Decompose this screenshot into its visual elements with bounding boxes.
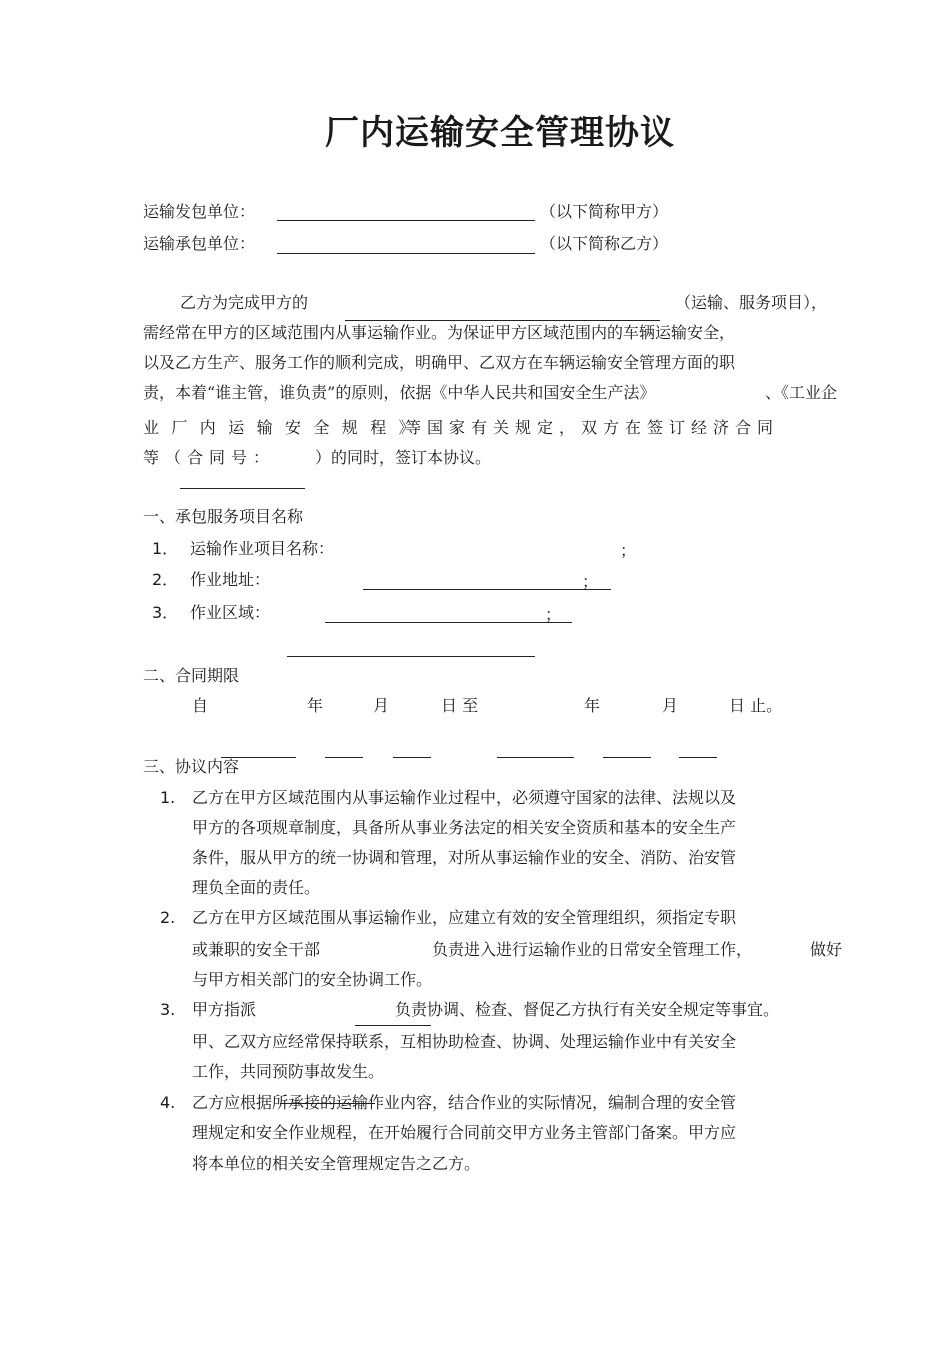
section3-item1-line3: 条件，服从甲方的统一协调和管理，对所从事运输作业的安全、消防、治安管 <box>192 848 737 867</box>
work-address-blank[interactable] <box>363 589 611 590</box>
end-month-blank[interactable] <box>603 757 651 758</box>
period-month2: 月 <box>662 696 679 715</box>
section3-item3-line3: 工作，共同预防事故发生。 <box>192 1062 385 1081</box>
period-day2: 日 止。 <box>729 696 783 715</box>
period-year1: 年 <box>307 696 324 715</box>
section1-item3-end: ； <box>545 605 562 624</box>
designated-person-blank[interactable] <box>355 1025 431 1026</box>
section3-item2-line1: 乙方在甲方区域范围从事运输作业，应建立有效的安全管理组织，须指定专职 <box>192 908 737 927</box>
subcontractor-label: 运输承包单位： <box>143 234 256 253</box>
intro-line1-end: （运输、服务项目）， <box>675 293 828 312</box>
contractor-blank[interactable] <box>277 220 535 221</box>
section1-item2-end: ； <box>582 572 599 591</box>
contractor-note: （以下简称甲方） <box>540 202 669 221</box>
section3-item1-line1: 乙方在甲方区域范围内从事运输作业过程中，必须遵守国家的法律、法规以及 <box>192 788 737 807</box>
intro-line4-end: 、《工业企 <box>765 383 838 402</box>
contract-number-blank[interactable] <box>180 488 305 489</box>
start-day-blank[interactable] <box>393 757 431 758</box>
end-year-blank[interactable] <box>497 757 574 758</box>
project-name-blank[interactable] <box>287 656 535 657</box>
section3-item4-line3: 将本单位的相关安全管理规定告之乙方。 <box>192 1154 481 1173</box>
intro-line3: 以及乙方生产、服务工作的顺利完成，明确甲、乙双方在车辆运输安全管理方面的职 <box>143 353 736 372</box>
section1-item3-num: 3． <box>152 603 179 622</box>
end-day-blank[interactable] <box>679 757 717 758</box>
intro-line4-start: 责，本着“谁主管，谁负责”的原则，依据《中华人民共和国安全生产法》 <box>143 383 656 402</box>
section1-item2-label: 作业地址： <box>190 570 271 589</box>
period-day1: 日 至 <box>441 696 479 715</box>
intro-line1-start: 乙方为完成甲方的 <box>180 293 309 312</box>
section3-item2-line2c: 做好 <box>810 940 843 959</box>
section3-item3-line2: 甲、乙双方应经常保持联系，互相协助检查、协调、处理运输作业中有关安全 <box>192 1032 737 1051</box>
section3-item1-line4: 理负全面的责任。 <box>192 878 321 897</box>
contractor-label: 运输发包单位： <box>143 202 256 221</box>
section3-item1-num: 1. <box>160 788 176 807</box>
section1-item1-label: 运输作业项目名称： <box>190 539 335 558</box>
section3-item3-line1b: 负责协调、检查、督促乙方执行有关安全规定等事宜。 <box>395 1000 780 1019</box>
section1-item2-num: 2． <box>152 570 179 589</box>
section3-item4-line2: 理规定和安全作业规程，在开始履行合同前交甲方业务主管部门备案。甲方应 <box>192 1123 737 1142</box>
start-month-blank[interactable] <box>325 757 363 758</box>
service-item-blank[interactable] <box>345 320 660 321</box>
section3-item1-line2: 甲方的各项规章制度，具备所从事业务法定的相关安全资质和基本的安全生产 <box>192 818 737 837</box>
section1-item3-label: 作业区域： <box>190 603 271 622</box>
intro-line2: 需经常在甲方的区域范围内从事运输作业。为保证甲方区域范围内的车辆运输安全， <box>143 323 736 342</box>
section3-item2-num: 2. <box>160 908 176 927</box>
section1-item1-num: 1． <box>152 539 179 558</box>
intro-line5-left: 业厂内运输安全规程》 <box>143 418 428 437</box>
intro-line6-end: ）的同时，签订本协议。 <box>315 448 492 467</box>
page-title: 厂内运输安全管理协议 <box>325 113 675 153</box>
period-year2: 年 <box>584 696 601 715</box>
section3-item2-line3: 与甲方相关部门的安全协调工作。 <box>192 970 433 989</box>
subcontractor-blank[interactable] <box>277 253 535 254</box>
section3-heading: 三、协议内容 <box>143 757 240 776</box>
section2-heading: 二、合同期限 <box>143 666 240 685</box>
subcontractor-note: （以下简称乙方） <box>540 234 669 253</box>
safety-officer-blank[interactable] <box>280 1103 375 1104</box>
section3-item2-line2b: 负责进入进行运输作业的日常安全管理工作， <box>432 940 753 959</box>
intro-line5-right: 等国家有关规定，双方在签订经济合同 <box>405 418 780 437</box>
intro-line6-start: 等（合同号： <box>143 448 276 467</box>
section1-heading: 一、承包服务项目名称 <box>143 507 304 526</box>
period-from: 自 <box>192 696 209 715</box>
section3-item2-line2a: 或兼职的安全干部 <box>192 940 321 959</box>
work-area-blank[interactable] <box>325 622 572 623</box>
section3-item4-line1: 乙方应根据所承接的运输作业内容，结合作业的实际情况，编制合理的安全管 <box>192 1093 737 1112</box>
section3-item3-line1a: 甲方指派 <box>192 1000 257 1019</box>
section3-item4-num: 4. <box>160 1093 176 1112</box>
section3-item3-num: 3. <box>160 1000 176 1019</box>
period-month1: 月 <box>373 696 390 715</box>
section1-item1-end: ； <box>620 541 637 560</box>
